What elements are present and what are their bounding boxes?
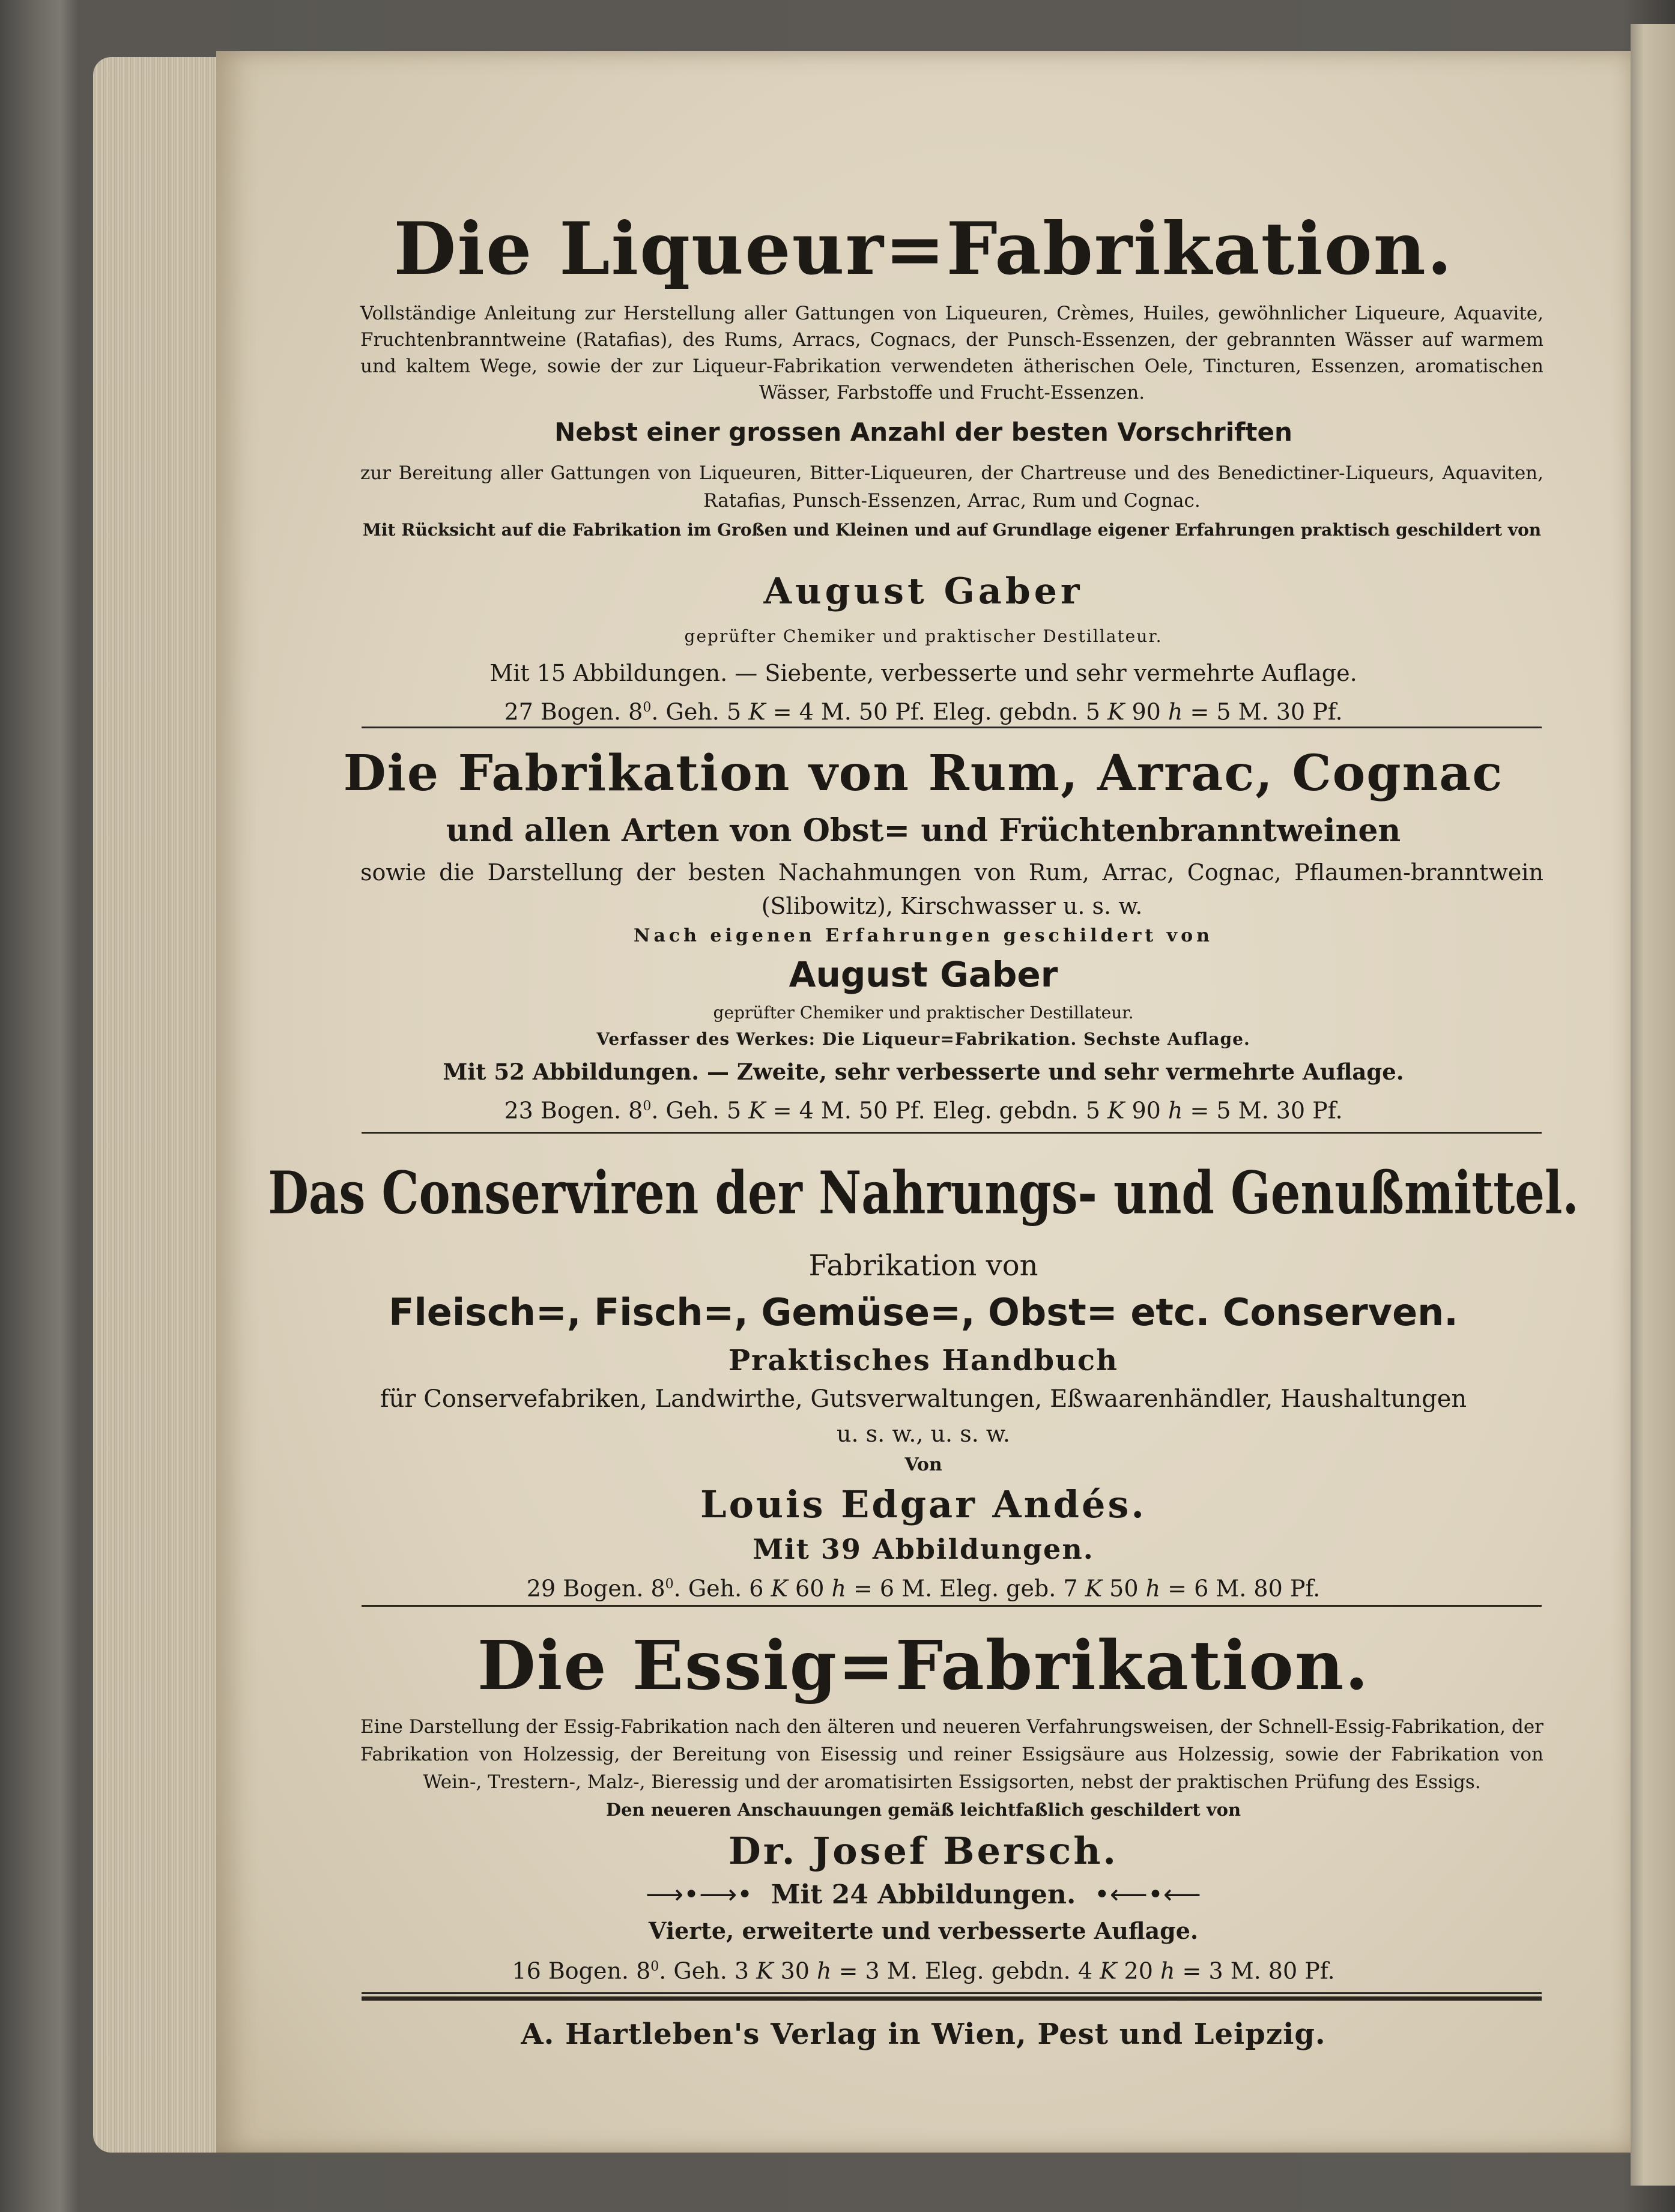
section4-edition: Mit 24 Abbildungen.	[771, 1879, 1076, 1910]
section2-author-title: geprüfter Chemiker und praktischer Destillateur.	[713, 1003, 1134, 1023]
section1-edition: Mit 15 Abbildungen. — Siebente, verbesserte und sehr vermehrte Auflage.	[489, 660, 1357, 686]
book-page-edges	[93, 57, 237, 2153]
section-divider	[362, 727, 1542, 728]
ornament-left-icon: ⟶•⟶•	[646, 1879, 753, 1910]
section2-regard-line: Nach eigenen Erfahrungen geschildert von	[634, 925, 1213, 946]
section1-title: Die Liqueur=Fabrikation.	[393, 207, 1453, 291]
section4-edition-line	[216, 1876, 1631, 1914]
page-leaf	[216, 51, 1631, 2153]
section3-handbook-line: Praktisches Handbuch	[728, 1344, 1119, 1377]
section3-title: Das Conserviren der Nahrungs- und Genußmittel.	[268, 1159, 1579, 1228]
section3-conserven-line: Fleisch=, Fisch=, Gemüse=, Obst= etc. Conserven.	[389, 1290, 1458, 1334]
next-page-edge	[1631, 24, 1675, 2186]
section4-price: 16 Bogen. $8^0$. Geh. 3 K 30 h = 3 M. Eleg. gebdn. 4 K 20 h = 3 M. 80 Pf.	[512, 1957, 1335, 1984]
section2-subtitle: und allen Arten von Obst= und Früchtenbranntweinen	[446, 812, 1401, 849]
section4-title: Die Essig=Fabrikation.	[477, 1627, 1370, 1705]
section-divider	[362, 1132, 1542, 1134]
publisher-line: A. Hartleben's Verlag in Wien, Pest und Leipzig.	[521, 2017, 1326, 2051]
section3-price: 29 Bogen. $8^0$. Geh. 6 K 60 h = 6 M. Eleg. geb. 7 K 50 h = 6 M. 80 Pf.	[526, 1575, 1321, 1602]
section4-edition2: Vierte, erweiterte und verbesserte Auflage.	[648, 1917, 1199, 1944]
section1-prescriptions: zur Bereitung aller Gattungen von Liqueuren, Bitter-Liqueuren, der Chartreuse und des Benedictiner-Liqueurs, Aquaviten, Ratafias, Punsch-Essenzen, Arrac, Rum und Cognac.	[360, 462, 1543, 512]
section1-author-title: geprüfter Chemiker und praktischer Destillateur.	[684, 626, 1163, 646]
section1-description: Vollständige Anleitung zur Herstellung aller Gattungen von Liqueuren, Crèmes, Huiles, gewöhnlicher Liqueure, Aquavite, Fruchtenbranntweine (Ratafias), des Rums, Arracs, Cognacs, der Punsch-Essenzen, der gebrannten Wässer auf warmem und kaltem Wege, sowie der zur Liqueur-Fabrikation verwendeten ätherischen Oele, Tincturen, Essenzen, aromatischen Wässer, Farbstoffe und Frucht-Essenzen.	[360, 303, 1543, 403]
section1-regard-line: Mit Rücksicht auf die Fabrikation im Großen und Kleinen und auf Grundlage eigener Erfahrungen praktisch geschildert von	[362, 520, 1542, 540]
section3-usw-line: u. s. w., u. s. w.	[837, 1421, 1010, 1447]
section2-description: sowie die Darstellung der besten Nachahmungen von Rum, Arrac, Cognac, Pflaumen-branntwein (Slibowitz), Kirschwasser u. s. w.	[360, 859, 1543, 919]
section3-edition: Mit 39 Abbildungen.	[753, 1533, 1094, 1565]
section3-fabrikation-line: Fabrikation von	[808, 1249, 1038, 1283]
section2-work-note: Verfasser des Werkes: Die Liqueur=Fabrikation. Sechste Auflage.	[596, 1029, 1250, 1049]
section4-regard-line: Den neueren Anschauungen gemäß leichtfaßlich geschildert von	[605, 1800, 1241, 1820]
section4-author: Dr. Josef Bersch.	[728, 1829, 1119, 1873]
section3-von: Von	[904, 1454, 942, 1475]
section-divider	[362, 1605, 1542, 1607]
section2-edition: Mit 52 Abbildungen. — Zweite, sehr verbesserte und sehr vermehrte Auflage.	[443, 1059, 1404, 1085]
section2-title: Die Fabrikation von Rum, Arrac, Cognac	[343, 745, 1504, 802]
section2-author: August Gaber	[789, 954, 1058, 995]
section3-audience-line: für Conservefabriken, Landwirthe, Gutsverwaltungen, Eßwaarenhändler, Haushaltungen	[380, 1385, 1467, 1413]
section1-author: August Gaber	[763, 570, 1083, 612]
footer-divider	[362, 1992, 1542, 2001]
section2-price: 23 Bogen. $8^0$. Geh. 5 K = 4 M. 50 Pf. Eleg. gebdn. 5 K 90 h = 5 M. 30 Pf.	[504, 1097, 1343, 1124]
ornament-right-icon: •⟵•⟵	[1094, 1879, 1201, 1910]
section1-subheading: Nebst einer grossen Anzahl der besten Vorschriften	[554, 417, 1292, 447]
section1-price: 27 Bogen. $8^0$. Geh. 5 K = 4 M. 50 Pf. Eleg. gebdn. 5 K 90 h = 5 M. 30 Pf.	[504, 698, 1343, 725]
section3-author: Louis Edgar Andés.	[700, 1482, 1146, 1526]
section4-description: Eine Darstellung der Essig-Fabrikation nach den älteren und neueren Verfahrungsweisen, der Schnell-Essig-Fabrikation, der Fabrikation von Holzessig, der Bereitung von Eisessig und reiner Essigsäure aus Holzessig, sowie der Fabrikation von Wein-, Trestern-, Malz-, Bieressig und der aromatisirten Essigsorten, nebst der praktischen Prüfung des Essigs.	[360, 1716, 1543, 1793]
